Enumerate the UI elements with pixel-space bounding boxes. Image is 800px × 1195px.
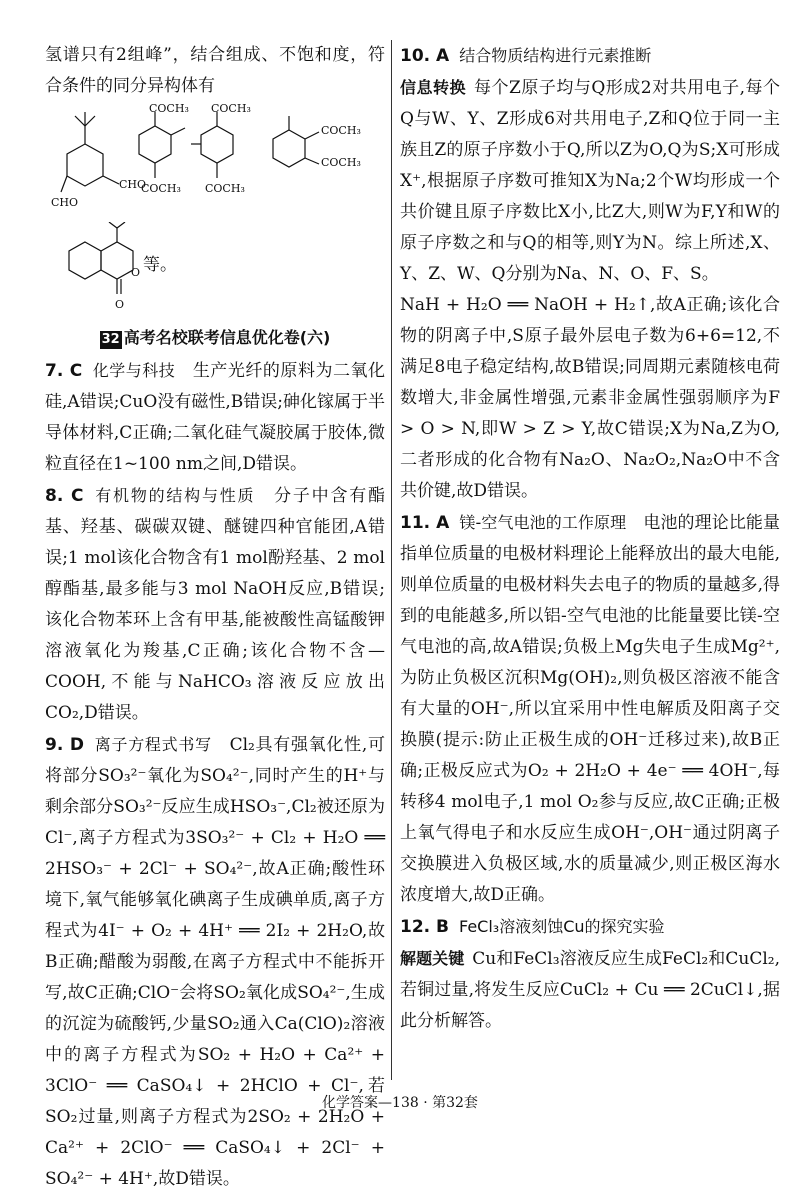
isomer-structures-svg: [45, 104, 385, 222]
struct-label-etc: 等。: [143, 255, 177, 275]
struct-label-5: COCH₃: [211, 104, 251, 115]
isomer-structures: [45, 104, 385, 222]
q8-text: 分子中含有酯基、羟基、碳碳双键、醚键四种官能团,A错误;1 mol该化合物含有1 mol酚羟基、2 mol醇酯基,最多能与3 mol NaOH反应,B错误;该化合物苯环上含有甲基,能被酸性高锰酸钾溶液氧化为羧基,C正确;该化合物不含—COOH,不能与NaHCO₃溶液反应放出CO₂,D错误。: [45, 486, 386, 723]
question-7: [45, 355, 385, 480]
q10-text: NaH + H₂O ══ NaOH + H₂↑,故A正确;该化合物的阴离子中,S原子最外层电子数为6+6=12,不满足8电子稳定结构,故B错误;同周期元素随核电荷数增大,非金属性增强,元素非金属性强弱顺序为F > O > N,即W > Z > Y,故C错误;X为Na,Z为O,二者形成的化合物有Na₂O、Na₂O₂,Na₂O中不含共价键,故D错误。: [400, 295, 780, 501]
q11-topic: 镁-空气电池的工作原理: [459, 513, 627, 532]
lactone-structure-svg: [45, 222, 245, 314]
q7-topic: 化学与科技: [92, 361, 176, 380]
q10-info-label: 信息转换: [400, 78, 467, 97]
svg-text:O: O: [131, 266, 141, 279]
q11-text: 电池的理论比能量指单位质量的电极材料理论上能释放出的最大电能,则单位质量的电极材料失去电子的物质的量越多,得到的电能越多,所以铝-空气电池的比能量要比镁-空气电池的高,故A错误;负极上Mg失电子生成Mg²⁺,为防止负极区沉积Mg(OH)₂,则负极区溶液不能含有大量的OH⁻,所以宜采用中性电解质及阳离子交换膜(提示:防止正极生成的OH⁻迁移过来),故B正确;正极反应式为O₂ + 2H₂O + 4e⁻ ══ 4OH⁻,每转移4 mol电子,1 mol O₂参与反应,故C正确;正极上氧气得电子和水反应生成OH⁻,OH⁻通过阴离子交换膜进入负极区域,水的质量减少,则正极区海水浓度增大,故D正确。: [400, 513, 781, 905]
q12-number: 12. B: [400, 917, 449, 937]
question-11: [400, 507, 780, 911]
question-10: [400, 40, 780, 507]
struct-label-3: COCH₃: [149, 104, 189, 115]
intro-text: 氢谱只有2组峰”，结合组成、不饱和度，符合条件的同分异构体有: [45, 45, 385, 96]
right-column: [400, 40, 780, 1037]
question-12: [400, 911, 780, 1037]
q9-number: 9. D: [45, 735, 85, 755]
q10-number: 10. A: [400, 46, 450, 66]
q8-topic: 有机物的结构与性质: [93, 486, 256, 505]
q12-topic: FeCl₃溶液刻蚀Cu的探究实验: [459, 917, 665, 936]
struct-label-1: CHO: [51, 196, 79, 209]
question-9: [45, 729, 385, 1195]
question-8: [45, 480, 385, 729]
q10-topic: 结合物质结构进行元素推断: [459, 46, 652, 65]
section-heading: [45, 322, 385, 353]
section-title: 高考名校联考信息优化卷(六): [123, 328, 331, 347]
lactone-structure: [45, 222, 385, 314]
q7-number: 7. C: [45, 361, 83, 381]
page-footer: 化学答案—138 · 第32套: [322, 1095, 478, 1111]
struct-label-8: COCH₃: [321, 156, 361, 169]
q12-key-text: Cu和FeCl₃溶液反应生成FeCl₂和CuCl₂,若铜过量,将发生反应CuCl₂ + Cu ══ 2CuCl↓,据此分析解答。: [400, 949, 780, 1031]
q12-key-label: 解题关键: [400, 949, 465, 968]
left-column: [45, 40, 385, 1195]
struct-label-6: COCH₃: [205, 182, 245, 195]
q9-text: Cl₂具有强氧化性,可将部分SO₃²⁻氧化为SO₄²⁻,同时产生的H⁺与剩余部分SO₃²⁻反应生成HSO₃⁻,Cl₂被还原为Cl⁻,离子方程式为3SO₃²⁻ + Cl₂ + H₂O ══ 2HSO₃⁻ + 2Cl⁻ + SO₄²⁻,故A正确;酸性环境下,氧气能够氧化碘离子生成碘单质,离子方程式为4I⁻ + O₂ + 4H⁺ ══ 2I₂ + 2H₂O,故B正确;醋酸为弱酸,在离子方程式中不能拆开写,故C正确;ClO⁻会将SO₂氧化成SO₄²⁻,生成的沉淀为硫酸钙,少量SO₂通入Ca(ClO)₂溶液中的离子方程式为SO₂ + H₂O + Ca²⁺ + 3ClO⁻ ══ CaSO₄↓ + 2HClO + Cl⁻,若SO₂过量,则离子方程式为2SO₂ + 2H₂O + Ca²⁺ + 2ClO⁻ ══ CaSO₄↓ + 2Cl⁻ + SO₄²⁻ + 4H⁺,故D错误。: [45, 735, 385, 1189]
struct-label-7: COCH₃: [321, 124, 361, 137]
struct-label-2: CHO: [119, 178, 147, 191]
q9-topic: 离子方程式书写: [94, 735, 212, 754]
section-badge: 32: [101, 332, 120, 347]
column-divider: [391, 40, 392, 1080]
q11-number: 11. A: [400, 513, 450, 533]
q7-text: 生产光纤的原料为二氧化硅,A错误;CuO没有磁性,B错误;砷化镓属于半导体材料,C正确;二氧化硅气凝胶属于胶体,微粒直径在1~100 nm之间,D错误。: [45, 361, 386, 474]
q10-info-text: 每个Z原子均与Q形成2对共用电子,每个Q与W、Y、Z形成6对共用电子,Z和Q位于同一主族且Z的原子序数小于Q,所以Z为O,Q为S;X可形成X⁺,根据原子序数可推知X为Na;2个W均形成一个共价键且原子序数比X小,比Z大,则W为F,Y和W的原子序数之和与Q的相等,则Y为N。综上所述,X、Y、Z、W、Q分别为Na、N、O、F、S。: [400, 78, 780, 284]
q8-number: 8. C: [45, 486, 84, 506]
struct-label-4: COCH₃: [141, 182, 181, 195]
svg-text:O: O: [115, 298, 125, 311]
